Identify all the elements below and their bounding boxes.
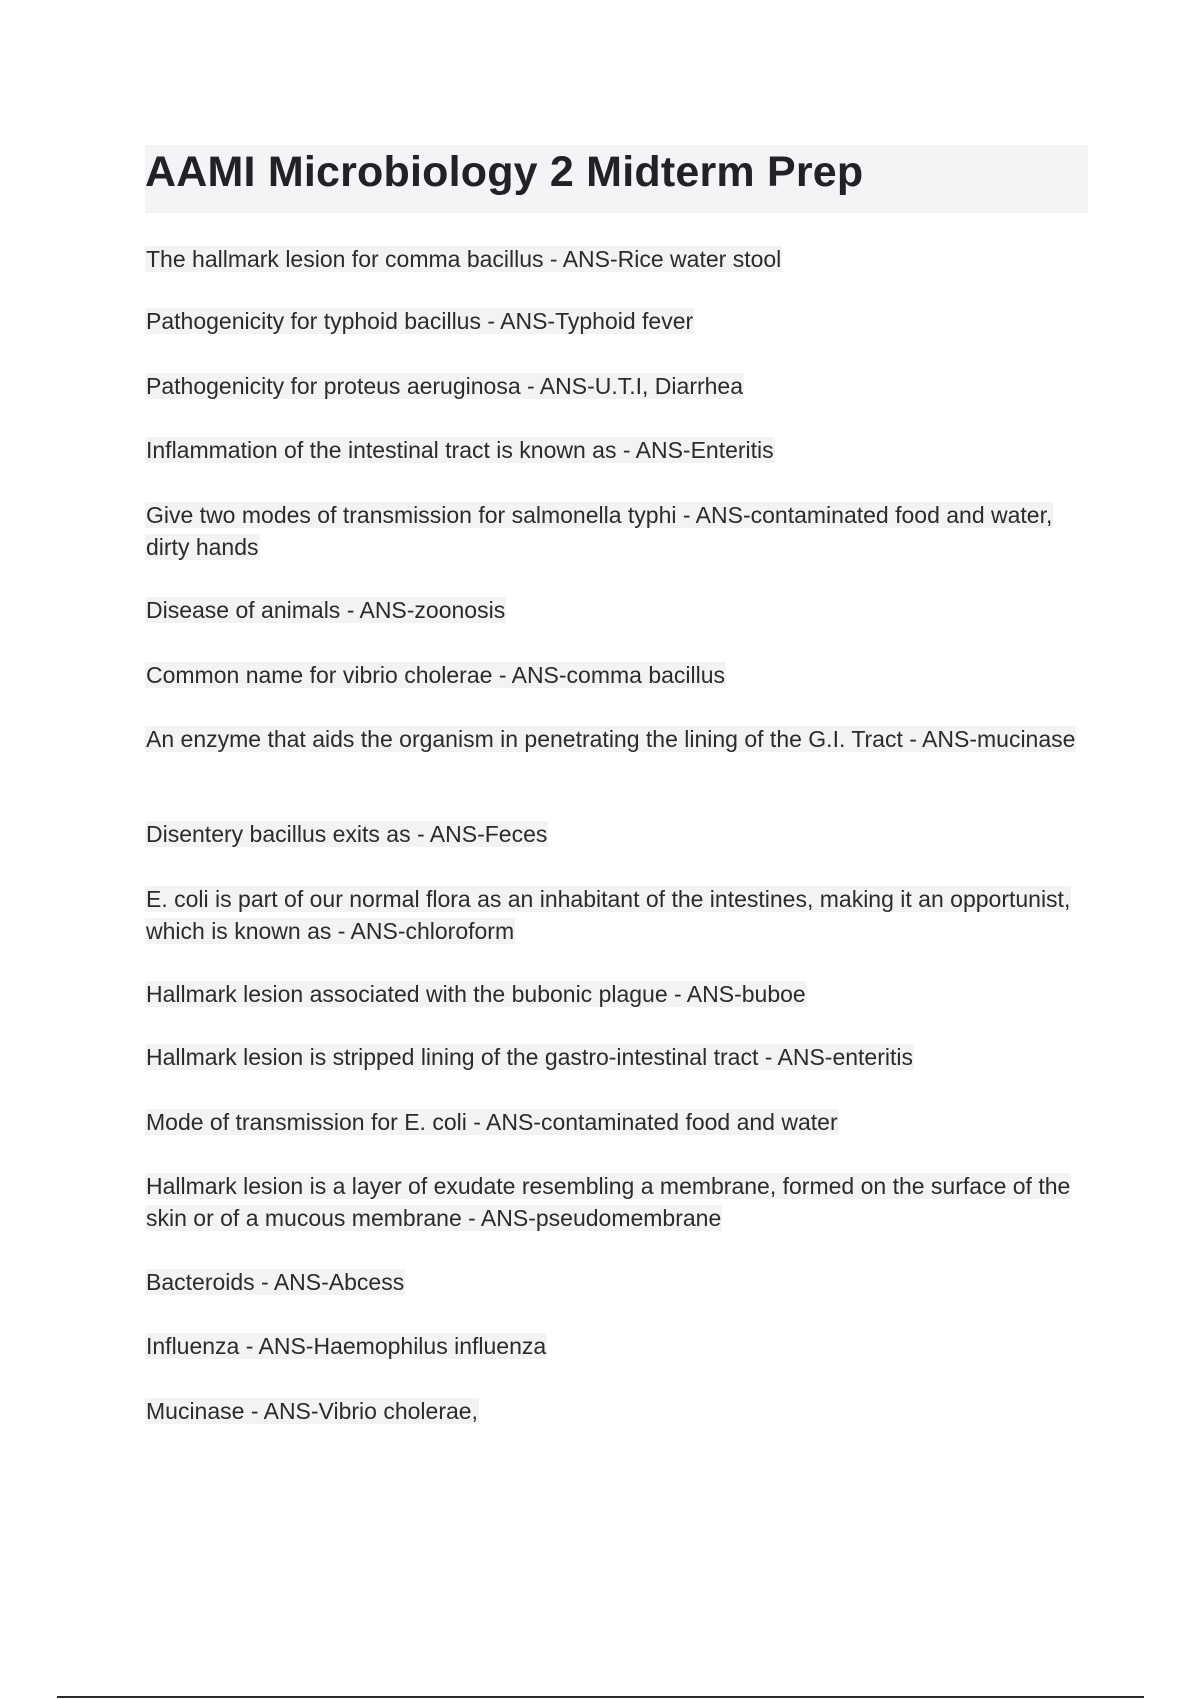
qa-item [145, 723, 1090, 755]
qa-text: Hallmark lesion associated with the bubonic plague - ANS-buboe [146, 981, 806, 1007]
qa-item [145, 305, 1090, 337]
qa-item [145, 883, 1090, 947]
qa-item [145, 978, 1090, 1010]
qa-item [145, 818, 1090, 850]
qa-text: Give two modes of transmission for salmonella typhi - ANS-contaminated food and water, dirty hands [146, 502, 1053, 560]
qa-item [145, 434, 1090, 466]
qa-text: Influenza - ANS-Haemophilus influenza [146, 1333, 547, 1359]
qa-text: Bacteroids - ANS-Abcess [146, 1269, 405, 1295]
qa-item [145, 1330, 1090, 1362]
qa-item [145, 243, 1090, 275]
qa-item [145, 499, 1090, 563]
qa-text: Mucinase - ANS-Vibrio cholerae, [146, 1398, 478, 1424]
qa-text: Inflammation of the intestinal tract is known as - ANS-Enteritis [146, 437, 774, 463]
qa-text: Hallmark lesion is stripped lining of the gastro-intestinal tract - ANS-enteritis [146, 1044, 913, 1070]
footer-divider [57, 1696, 1144, 1698]
qa-text: Hallmark lesion is a layer of exudate resembling a membrane, formed on the surface of the skin or of a mucous membrane - ANS-pseudomembrane [146, 1173, 1071, 1231]
qa-item [145, 1041, 1090, 1073]
qa-item [145, 659, 1090, 691]
qa-item [145, 1106, 1090, 1138]
qa-text: E. coli is part of our normal flora as an inhabitant of the intestines, making it an opportunist, which is known as - ANS-chloroform [146, 886, 1071, 944]
qa-text: Mode of transmission for E. coli - ANS-contaminated food and water [146, 1109, 838, 1135]
qa-item [145, 1395, 1090, 1427]
qa-text: The hallmark lesion for comma bacillus - ANS-Rice water stool [146, 246, 782, 272]
qa-text: An enzyme that aids the organism in penetrating the lining of the G.I. Tract - ANS-mucinase [146, 726, 1076, 752]
document-title: AAMI Microbiology 2 Midterm Prep [145, 148, 864, 196]
qa-text: Disentery bacillus exits as - ANS-Feces [146, 821, 548, 847]
qa-item [145, 1170, 1090, 1234]
qa-text: Common name for vibrio cholerae - ANS-comma bacillus [146, 662, 726, 688]
qa-item [145, 594, 1090, 626]
qa-item [145, 1266, 1090, 1298]
qa-text: Pathogenicity for typhoid bacillus - ANS-Typhoid fever [146, 308, 694, 334]
qa-text: Disease of animals - ANS-zoonosis [146, 597, 506, 623]
qa-item [145, 370, 1090, 402]
qa-text: Pathogenicity for proteus aeruginosa - ANS-U.T.I, Diarrhea [146, 373, 744, 399]
